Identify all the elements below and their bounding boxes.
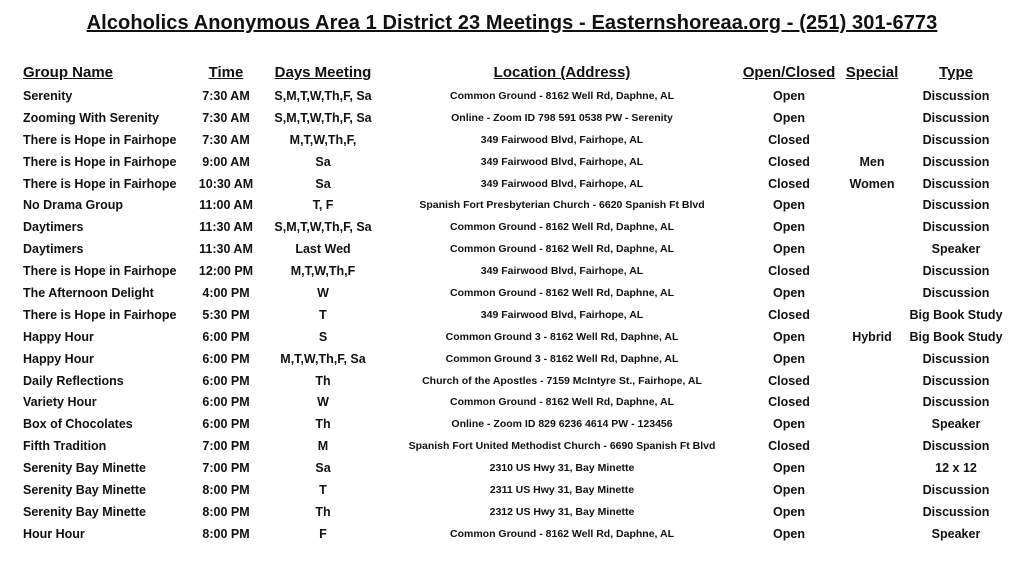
cell-type: Discussion — [922, 286, 990, 301]
cell-type: Discussion — [922, 439, 990, 454]
cell-days: Th — [315, 417, 331, 432]
cell-time: 4:00 PM — [202, 286, 250, 301]
cell-days: Th — [315, 504, 331, 519]
table-row — [0, 283, 1024, 305]
cell-group-name: The Afternoon Delight — [23, 286, 154, 301]
cell-open-closed: Closed — [768, 373, 810, 388]
table-row — [0, 305, 1024, 327]
cell-type: Discussion — [922, 264, 990, 279]
cell-group-name: Serenity — [23, 89, 73, 103]
cell-open-closed: Open — [773, 483, 805, 498]
cell-open-closed: Closed — [768, 307, 810, 322]
cell-group-name: There is Hope in Fairhope — [23, 176, 177, 191]
cell-location: Church of the Apostles - 7159 McIntyre St., Fairhope, AL — [422, 374, 702, 387]
cell-type: Discussion — [922, 351, 990, 366]
table-row — [0, 524, 1024, 546]
cell-days: Sa — [315, 461, 331, 476]
cell-location: 349 Fairwood Blvd, Fairhope, AL — [480, 155, 644, 168]
cell-open-closed: Closed — [768, 439, 810, 454]
cell-group-name: Fifth Tradition — [23, 439, 107, 454]
table-row — [0, 217, 1024, 239]
header-special: Special — [845, 64, 899, 81]
table-row — [0, 480, 1024, 502]
cell-group-name: Happy Hour — [23, 351, 94, 366]
cell-location: Common Ground - 8162 Well Rd, Daphne, AL — [449, 221, 675, 234]
cell-type: Discussion — [922, 154, 990, 169]
cell-type: Big Book Study — [909, 307, 1003, 322]
cell-type: 12 x 12 — [935, 461, 977, 476]
header-group-name: Group Name — [23, 64, 114, 81]
cell-days: Sa — [315, 154, 331, 169]
table-row — [0, 392, 1024, 414]
cell-location: Common Ground 3 - 8162 Well Rd, Daphne, AL — [445, 330, 679, 343]
cell-location: Common Ground - 8162 Well Rd, Daphne, AL — [449, 287, 675, 300]
cell-group-name: There is Hope in Fairhope — [23, 154, 177, 169]
cell-location: Common Ground 3 - 8162 Well Rd, Daphne, AL — [445, 352, 679, 365]
cell-group-name: There is Hope in Fairhope — [23, 264, 177, 279]
cell-open-closed: Open — [773, 526, 805, 541]
cell-open-closed: Open — [773, 461, 805, 476]
table-row — [0, 195, 1024, 217]
cell-type: Speaker — [931, 417, 981, 432]
table-row — [0, 349, 1024, 371]
cell-location: Online - Zoom ID 798 591 0538 PW - Serenity — [451, 111, 673, 124]
cell-time: 12:00 PM — [198, 264, 254, 279]
cell-group-name: Hour Hour — [23, 526, 85, 541]
cell-location: 2312 US Hwy 31, Bay Minette — [489, 505, 635, 518]
cell-group-name: Daytimers — [23, 242, 84, 257]
table-row — [0, 261, 1024, 283]
cell-location: Spanish Fort Presbyterian Church - 6620 Spanish Ft Blvd — [419, 199, 705, 212]
cell-time: 6:00 PM — [202, 373, 250, 388]
cell-type: Big Book Study — [909, 329, 1003, 344]
cell-days: W — [317, 395, 329, 410]
cell-group-name: Happy Hour — [23, 329, 94, 344]
cell-days: Last Wed — [295, 242, 351, 257]
cell-group-name: Variety Hour — [23, 395, 97, 410]
cell-location: 349 Fairwood Blvd, Fairhope, AL — [480, 308, 644, 321]
cell-type: Speaker — [931, 242, 981, 257]
cell-days: W — [317, 286, 329, 301]
cell-location: 2311 US Hwy 31, Bay Minette — [489, 484, 635, 497]
table-row — [0, 174, 1024, 196]
cell-location: 349 Fairwood Blvd, Fairhope, AL — [480, 265, 644, 278]
cell-time: 11:00 AM — [199, 198, 253, 213]
table-row — [0, 371, 1024, 393]
header-time: Time — [208, 64, 244, 81]
cell-days: S,M,T,W,Th,F, Sa — [274, 89, 372, 103]
cell-group-name: Serenity Bay Minette — [23, 483, 146, 498]
cell-time: 6:00 PM — [202, 417, 250, 432]
cell-location: Common Ground - 8162 Well Rd, Daphne, AL — [449, 90, 675, 102]
cell-group-name: There is Hope in Fairhope — [23, 132, 177, 147]
cell-open-closed: Open — [773, 198, 805, 213]
cell-group-name: Box of Chocolates — [23, 417, 133, 432]
cell-location: Online - Zoom ID 829 6236 4614 PW - 123456 — [451, 418, 673, 431]
cell-group-name: Zooming With Serenity — [23, 110, 159, 125]
cell-time: 7:30 AM — [202, 132, 250, 147]
cell-days: T — [319, 483, 327, 498]
cell-days: S — [318, 329, 328, 344]
cell-time: 7:00 PM — [202, 461, 250, 476]
table-row — [0, 239, 1024, 261]
cell-open-closed: Open — [773, 417, 805, 432]
cell-type: Discussion — [922, 395, 990, 410]
cell-group-name: Daily Reflections — [23, 373, 124, 388]
cell-location: Common Ground - 8162 Well Rd, Daphne, AL — [449, 243, 675, 256]
cell-days: M — [317, 439, 329, 454]
cell-open-closed: Open — [773, 329, 805, 344]
table-row — [0, 502, 1024, 524]
table-row — [0, 327, 1024, 349]
cell-location: Common Ground - 8162 Well Rd, Daphne, AL — [449, 396, 675, 409]
cell-days: Th — [315, 373, 331, 388]
cell-location: Spanish Fort United Methodist Church - 6690 Spanish Ft Blvd — [408, 440, 716, 453]
cell-type: Discussion — [922, 132, 990, 147]
cell-open-closed: Open — [773, 351, 805, 366]
cell-group-name: Daytimers — [23, 220, 84, 235]
header-days: Days Meeting — [274, 64, 372, 81]
cell-open-closed: Closed — [768, 154, 810, 169]
cell-group-name: No Drama Group — [23, 198, 124, 213]
cell-open-closed: Closed — [768, 264, 810, 279]
cell-days: M,T,W,Th,F, Sa — [280, 351, 366, 366]
cell-open-closed: Open — [773, 504, 805, 519]
header-type: Type — [939, 64, 973, 81]
cell-open-closed: Open — [773, 89, 805, 103]
cell-type: Speaker — [931, 526, 981, 541]
cell-type: Discussion — [922, 110, 990, 125]
cell-time: 5:30 PM — [202, 307, 250, 322]
header-location: Location (Address) — [493, 64, 631, 81]
page-title: Alcoholics Anonymous Area 1 District 23 Meetings - Easternshoreaa.org - (251) 301-6773 — [86, 12, 938, 34]
cell-open-closed: Closed — [768, 176, 810, 191]
cell-type: Discussion — [922, 504, 990, 519]
cell-time: 11:30 AM — [199, 220, 253, 235]
cell-time: 10:30 AM — [198, 176, 254, 191]
cell-days: F — [319, 526, 327, 541]
table-row — [0, 108, 1024, 130]
cell-time: 9:00 AM — [202, 154, 250, 169]
table-row — [0, 152, 1024, 174]
cell-days: T — [319, 307, 327, 322]
table-row — [0, 86, 1024, 108]
cell-type: Discussion — [922, 198, 990, 213]
table-row — [0, 458, 1024, 480]
cell-group-name: Serenity Bay Minette — [23, 504, 146, 519]
cell-type: Discussion — [922, 373, 990, 388]
table-row — [0, 436, 1024, 458]
cell-open-closed: Closed — [768, 395, 810, 410]
cell-days: T, F — [312, 198, 334, 213]
cell-open-closed: Closed — [768, 132, 810, 147]
cell-days: S,M,T,W,Th,F, Sa — [274, 220, 372, 235]
cell-special: Hybrid — [852, 329, 892, 344]
meetings-table — [0, 86, 1024, 546]
header-open-closed: Open/Closed — [742, 64, 836, 81]
cell-time: 7:00 PM — [202, 439, 250, 454]
cell-days: M,T,W,Th,F, — [289, 132, 357, 147]
cell-special: Women — [849, 176, 895, 191]
cell-days: S,M,T,W,Th,F, Sa — [274, 110, 372, 125]
cell-location: Common Ground - 8162 Well Rd, Daphne, AL — [449, 527, 675, 540]
cell-time: 8:00 PM — [202, 483, 250, 498]
cell-time: 7:30 AM — [202, 89, 250, 103]
cell-time: 8:00 PM — [202, 526, 250, 541]
table-row — [0, 130, 1024, 152]
cell-time: 6:00 PM — [202, 395, 250, 410]
cell-group-name: Serenity Bay Minette — [23, 461, 146, 476]
cell-open-closed: Open — [773, 242, 805, 257]
cell-group-name: There is Hope in Fairhope — [23, 307, 177, 322]
cell-time: 8:00 PM — [202, 504, 250, 519]
cell-type: Discussion — [922, 176, 990, 191]
cell-open-closed: Open — [773, 286, 805, 301]
cell-location: 349 Fairwood Blvd, Fairhope, AL — [480, 133, 644, 146]
cell-time: 6:00 PM — [202, 329, 250, 344]
cell-time: 7:30 AM — [202, 110, 250, 125]
cell-type: Discussion — [922, 89, 990, 103]
cell-time: 6:00 PM — [202, 351, 250, 366]
cell-special: Men — [859, 154, 885, 169]
cell-location: 2310 US Hwy 31, Bay Minette — [489, 462, 635, 475]
cell-location: 349 Fairwood Blvd, Fairhope, AL — [480, 177, 644, 190]
table-row — [0, 414, 1024, 436]
cell-open-closed: Open — [773, 220, 805, 235]
cell-type: Discussion — [922, 220, 990, 235]
cell-type: Discussion — [922, 483, 990, 498]
cell-days: Sa — [315, 176, 331, 191]
cell-time: 11:30 AM — [199, 242, 253, 257]
cell-days: M,T,W,Th,F — [290, 264, 356, 279]
cell-open-closed: Open — [773, 110, 805, 125]
